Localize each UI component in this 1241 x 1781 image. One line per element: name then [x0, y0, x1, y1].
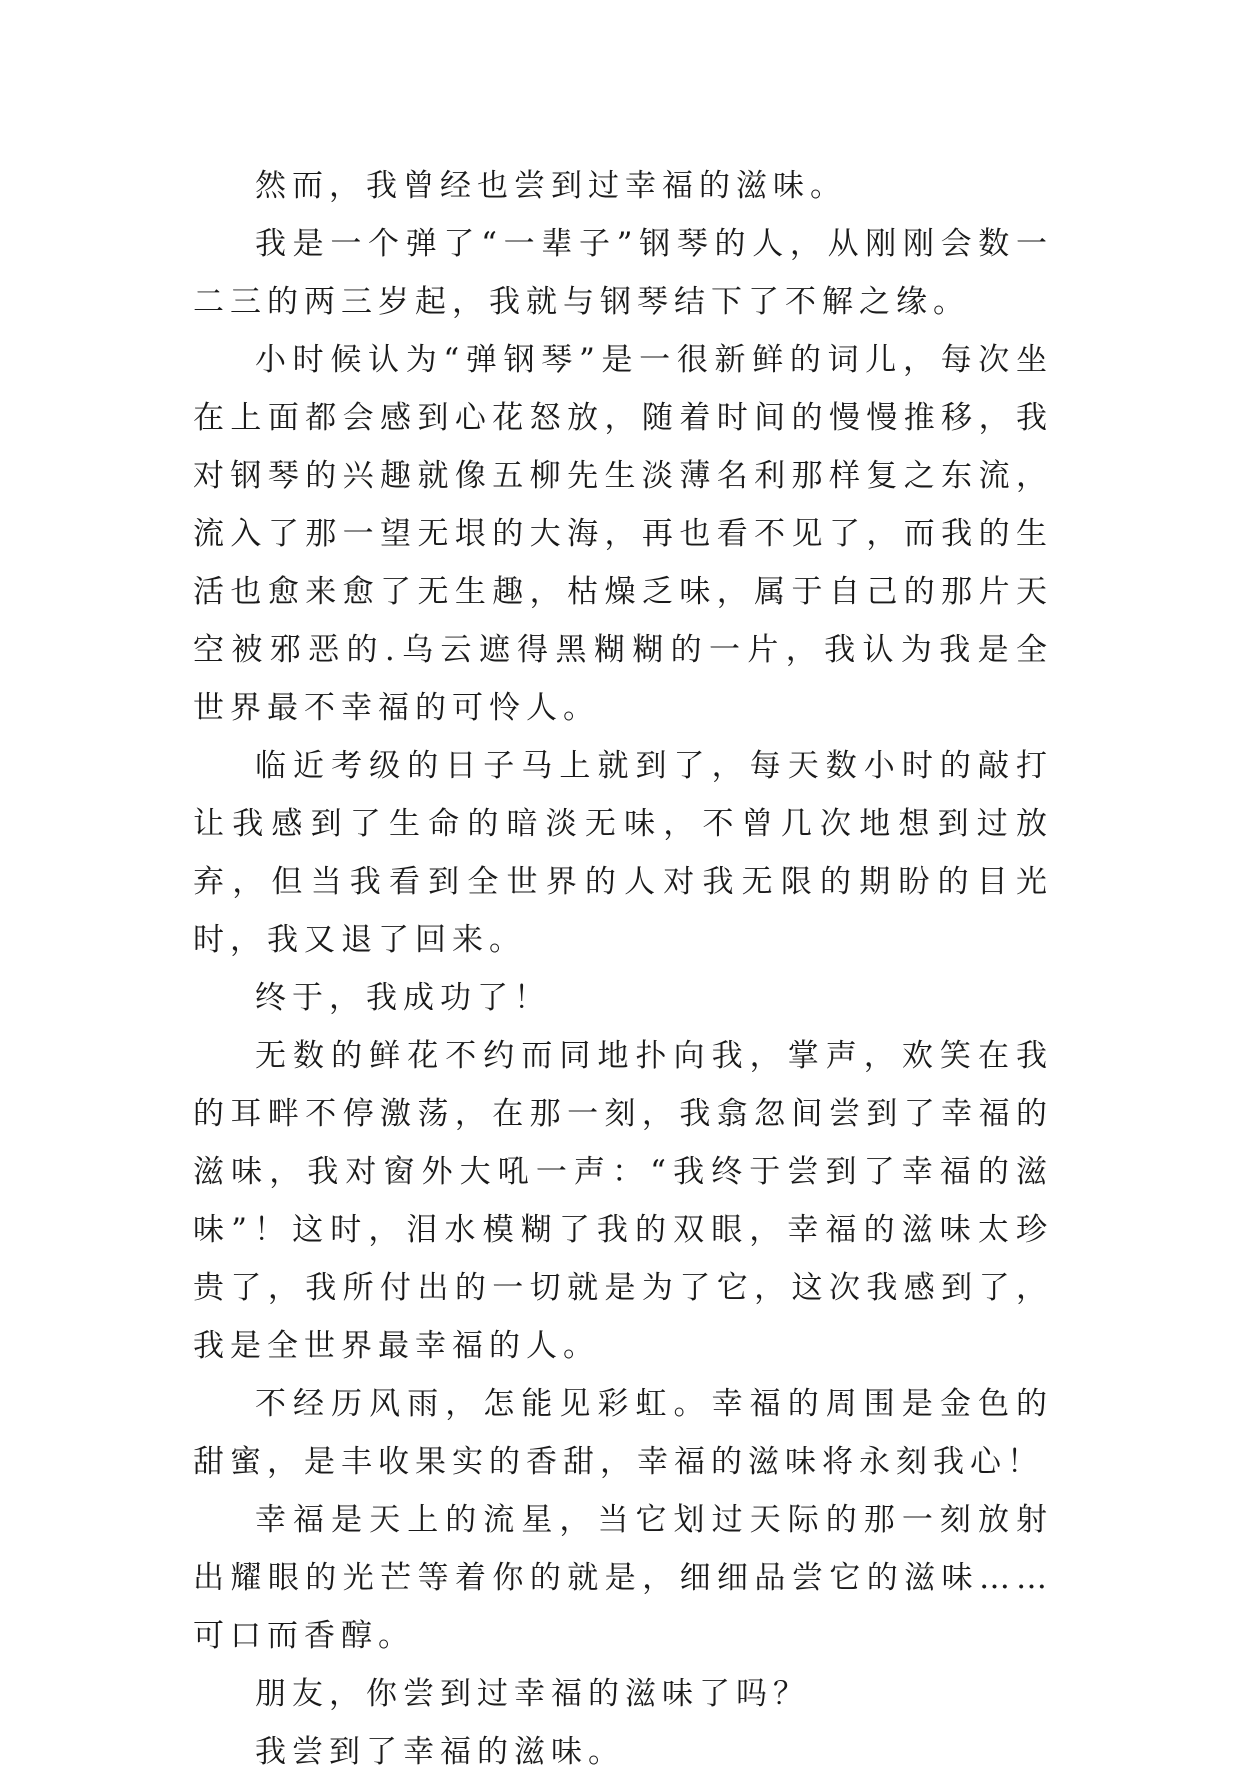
paragraph: 临近考级的日子马上就到了，每天数小时的敲打让我感到了生命的暗淡无味，不曾几次地想到过放弃，但当我看到全世界的人对我无限的期盼的目光时，我又退了回来。 — [193, 748, 1053, 958]
paragraph: 我是一个弹了“一辈子”钢琴的人，从刚刚会数一二三的两三岁起，我就与钢琴结下了不解之缘。 — [193, 226, 1053, 320]
paragraph: 然而，我曾经也尝到过幸福的滋味。 — [255, 168, 847, 204]
paragraph: 幸福是天上的流星，当它划过天际的那一刻放射出耀眼的光芒等着你的就是，细细品尝它的滋味……可口而香醇。 — [193, 1502, 1053, 1654]
document-page — [193, 157, 1053, 1781]
paragraph: 我尝到了幸福的滋味。 — [255, 1734, 625, 1770]
paragraph: 不经历风雨，怎能见彩虹。幸福的周围是金色的甜蜜，是丰收果实的香甜，幸福的滋味将永刻我心！ — [193, 1386, 1053, 1480]
paragraph: 朋友，你尝到过幸福的滋味了吗？ — [255, 1676, 810, 1712]
paragraph: 终于，我成功了！ — [255, 980, 551, 1016]
paragraph: 无数的鲜花不约而同地扑向我，掌声，欢笑在我的耳畔不停激荡，在那一刻，我翕忽间尝到了幸福的滋味，我对窗外大吼一声：“我终于尝到了幸福的滋味”！这时，泪水模糊了我的双眼，幸福的滋味太珍贵了，我所付出的一切就是为了它，这次我感到了，我是全世界最幸福的人。 — [193, 1038, 1053, 1364]
paragraph: 小时候认为“弹钢琴”是一很新鲜的词儿，每次坐在上面都会感到心花怒放，随着时间的慢慢推移，我对钢琴的兴趣就像五柳先生淡薄名利那样复之东流，流入了那一望无垠的大海，再也看不见了，而我的生活也愈来愈了无生趣，枯燥乏味，属于自己的那片天空被邪恶的.乌云遮得黑糊糊的一片，我认为我是全世界最不幸福的可怜人。 — [193, 342, 1053, 726]
